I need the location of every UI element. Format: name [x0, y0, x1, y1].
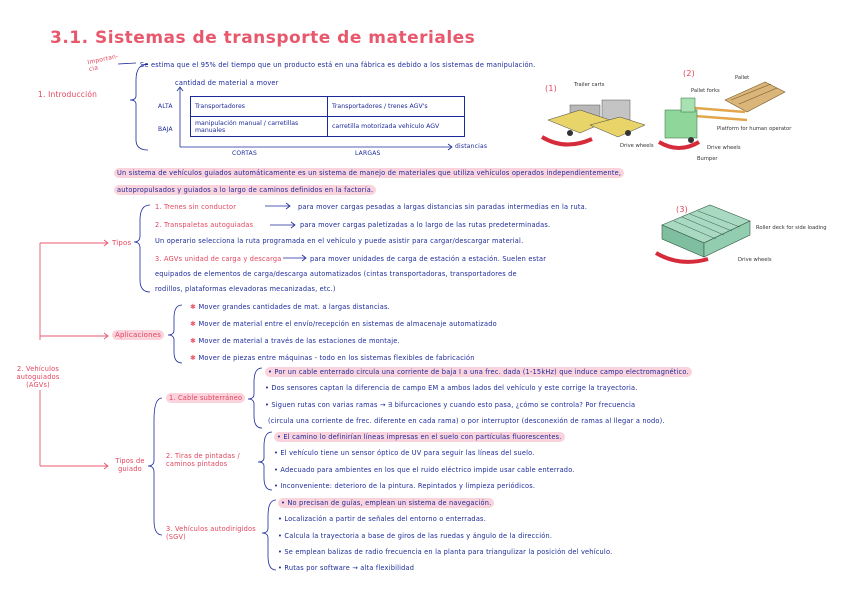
row-high: ALTA: [158, 103, 173, 110]
auto-item: Localización a partir de señales del entorno o enterradas.: [284, 515, 486, 523]
aplicaciones-label: Aplicaciones: [112, 330, 164, 340]
fig3-drive-label: Drive wheels: [738, 257, 772, 263]
tipo-3: [155, 255, 282, 263]
guiado-label: Tipos de guiado: [115, 457, 145, 473]
bullet-icon: ✱: [190, 320, 199, 328]
intro-label: 1. Introducción: [38, 90, 98, 99]
agv-label: 2. Vehículos autoguiados (AGVs): [16, 365, 60, 389]
aplicacion-item: Mover de piezas entre máquinas - todo en los sistemas flexibles de fabricación: [198, 354, 475, 362]
figure-1-driverless-train: [540, 75, 660, 165]
bullet-icon: ✱: [190, 303, 199, 311]
tipo-2-text: para mover cargas paletizadas a lo largo de las rutas predeterminadas.: [300, 221, 551, 229]
importance-label: Importan- cia: [86, 52, 120, 74]
aplicacion-item: Mover de material a través de las estaciones de montaje.: [198, 337, 400, 345]
tiras-item: El camino lo definirían líneas impresas en el suelo con partículas fluorescentes.: [283, 433, 562, 441]
cable-item: (circula una corriente de frec. diferente en cada rama) o por interruptor (desconexión de ramas al llegar a nodo).: [268, 417, 665, 425]
figure-2-pallet-truck: [655, 70, 795, 165]
fig2-drive-label: Drive wheels: [707, 145, 741, 151]
fig1-number: (1): [545, 84, 557, 93]
tipo-1: [155, 203, 236, 211]
fig1-drive-label: Drive wheels: [620, 143, 654, 149]
definition-line-1: Un sistema de vehículos guiados automáticamente es un sistema de manejo de materiales que utiliza vehículos operados independientemente,: [114, 168, 624, 178]
tipo-3-number: 3. AGVs unidad de carga y descarga: [155, 255, 282, 263]
tiras-item: El vehículo tiene un sensor óptico de UV para seguir las líneas del suelo.: [280, 449, 535, 457]
cable-item: Por un cable enterrado circula una corriente de baja I a una frec. dada (1-15kHz) que induce campo electromagnético.: [274, 368, 689, 376]
cable-label: 1. Cable subterráneo: [166, 393, 245, 403]
tiras-label: 2. Tiras de pintadas / caminos pintados: [166, 452, 240, 468]
col-short: CORTAS: [232, 150, 257, 157]
tipo-2: [155, 221, 253, 229]
matrix-cell: Transportadores / trenes AGV's: [328, 97, 465, 117]
tipo-2-text-2: Un operario selecciona la ruta programada en el vehículo y puede asistir para cargar/descargar material.: [155, 237, 524, 245]
y-axis-label: cantidad de material a mover: [175, 79, 279, 87]
matrix-cell: carretilla motorizada vehículo AGV: [328, 117, 465, 137]
tiras-item: Inconveniente: deterioro de la pintura. Repintados y limpieza periódicos.: [280, 482, 536, 490]
fig1-trailer-label: Trailer carts: [574, 82, 605, 88]
figure-3-unit-load-agv: [650, 195, 827, 275]
bullet-icon: ✱: [190, 354, 199, 362]
importance-text: Se estima que el 95% del tiempo que un producto está en una fábrica es debido a los sistemas de manipulación.: [140, 61, 536, 69]
tipos-label: Tipos: [112, 239, 132, 247]
tipo-2-number: 2. Transpaletas autoguiadas: [155, 221, 254, 229]
auto-item: Se emplean balizas de radio frecuencia en la planta para triangulizar la posición del vehículo.: [284, 548, 613, 556]
tiras-item: Adecuado para ambientes en los que el ruido eléctrico impide usar cable enterrado.: [280, 466, 575, 474]
aplicacion-item: Mover de material entre el envío/recepción en sistemas de almacenaje automatizado: [198, 320, 497, 328]
auto-item: Rutas por software → alta flexibilidad: [284, 564, 415, 572]
tipo-1-text: para mover cargas pesadas a largas distancias sin paradas intermedias en la ruta.: [298, 203, 588, 211]
fig3-number: (3): [676, 205, 688, 214]
x-axis-label: distancias: [455, 143, 488, 150]
fig2-platform-label: Platform for human operator: [717, 126, 792, 132]
tipo-1-number: 1. Trenes sin conductor: [155, 203, 237, 211]
cable-item: Siguen rutas con varias ramas → ∃ bifurcaciones y cuando esto pasa, ¿cómo se controla? Por frecuencia: [271, 401, 636, 409]
matrix-cell: manipulación manual / carretillas manuales: [191, 117, 328, 137]
cable-item: Dos sensores captan la diferencia de campo EM a ambos lados del vehículo y este corrige la trayectoria.: [271, 384, 638, 392]
page-title: 3.1. Sistemas de transporte de materiales: [50, 28, 476, 48]
fig3-roller-label: Roller deck for side loading: [756, 225, 827, 231]
matrix-cell: Transportadores: [191, 97, 328, 117]
definition-line-2: autopropulsados y guiados a lo largo de caminos definidos en la factoría.: [114, 185, 376, 195]
auto-item: No precisan de guías, emplean un sistema de navegación.: [287, 499, 492, 507]
aplicacion-item: Mover grandes cantidades de mat. a largas distancias.: [198, 303, 390, 311]
fig2-number: (2): [683, 69, 695, 78]
tipo-3-text-2: equipados de elementos de carga/descarga automatizados (cintas transportadoras, transportadores de: [155, 270, 517, 278]
col-long: LARGAS: [355, 150, 381, 157]
tipo-3-text: para mover unidades de carga de estación a estación. Suelen estar: [310, 255, 547, 263]
tipo-3-text-3: rodillos, plataformas elevadoras mecanizadas, etc.): [155, 285, 336, 293]
auto-item: Calcula la trayectoria a base de giros de las ruedas y ángulo de la dirección.: [284, 532, 553, 540]
bullet-icon: ✱: [190, 337, 199, 345]
auto-label: 3. Vehículos autodirigidos (SGV): [166, 525, 256, 541]
fig2-bumper-label: Bumper: [697, 156, 718, 162]
fig2-pallet-label: Pallet: [735, 75, 750, 81]
fig2-forks-label: Pallet forks: [691, 88, 720, 94]
row-low: BAJA: [158, 126, 173, 133]
